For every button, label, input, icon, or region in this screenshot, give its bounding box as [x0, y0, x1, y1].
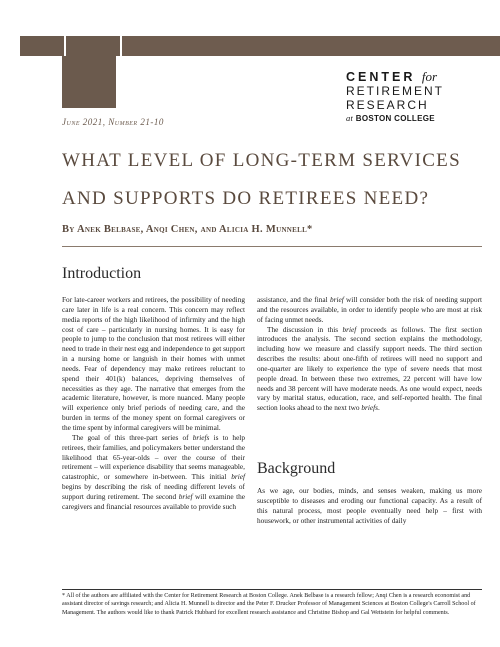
title-line-1: WHAT LEVEL OF LONG-TERM SERVICES	[62, 150, 461, 171]
brief-title	[62, 142, 482, 218]
header-decor-bar	[0, 36, 500, 56]
title-line-2: AND SUPPORTS DO RETIREES NEED?	[62, 188, 430, 209]
intro-paragraph-1: For late-career workers and retirees, the possibility of needing care later in life is a real concern. This concern may reflect media reports of the high likelihood of infirmity and the high cost of care – particularly in nursing homes. It is easy for people to jump to the conclusion that most retirees will either need to trade in their nest egg and independence to get support in a nursing home or languish in their homes with unmet needs. Fear of dependency may make retirees reluctant to spend their 401(k) balances, depriving themselves of necessities as they age. The narrative that emerges from the academic literature, however, is more nuanced. Many people will experience only brief periods of needing care, and the burden in terms of the money spent on formal caregivers or the time spent by informal caregivers will be minimal.	[62, 295, 245, 432]
background-paragraph-1: As we age, our bodies, minds, and senses weaken, making us more susceptible to diseases and eroding our functional capacity. As a result of this natural process, most people eventually need help – first with housework, or other instrumental activities of daily	[257, 486, 482, 525]
header-square	[62, 56, 116, 108]
left-column	[62, 295, 245, 512]
issue-dateline: June 2021, Number 21-10	[62, 117, 164, 127]
right-paragraph-2: The discussion in this brief proceeds as follows. The first section introduces the analysis. The second section explains the methodology, including how we measure and classify support needs. The third section describes the results: about one-fifth of retirees will need no support and one-quarter are likely to experience the type of severe needs that most people dread. In between these two extremes, 22 percent will have low needs and 38 percent will have moderate needs. As one would expect, needs vary by marital status, education, race, and self-reported health. The final section looks ahead to the next two briefs.	[257, 324, 482, 413]
header-block-1	[20, 36, 64, 56]
logo-for: for	[421, 69, 438, 84]
author-byline: By Anek Belbase, Anqi Chen, and Alicia H. Munnell*	[62, 224, 313, 235]
byline-rule	[62, 246, 482, 247]
crr-logo	[346, 70, 486, 125]
logo-college: BOSTON COLLEGE	[355, 114, 435, 123]
right-column-top	[257, 295, 482, 413]
background-column	[257, 486, 482, 525]
logo-research: RESEARCH	[346, 98, 429, 112]
footnote-rule	[62, 589, 482, 590]
header-block-2	[66, 36, 120, 56]
logo-at: at	[346, 113, 354, 123]
author-footnote: * All of the authors are affiliated with the Center for Retirement Research at Boston College. Anek Belbase is a research fellow; Anqi Chen is a research economist and assistant director of savings research; and Alicia H. Munnell is director and the Peter F. Drucker Professor of Management Sciences at Boston College's Carroll School of Management. The authors would like to thank Patrick Hubbard for excellent research assistance and Christine Bishop and Gal Wettstein for helpful comments.	[62, 593, 476, 616]
background-heading: Background	[257, 460, 336, 477]
logo-center: CENTER	[346, 70, 416, 84]
header-block-3	[122, 36, 500, 56]
introduction-heading: Introduction	[62, 265, 142, 282]
logo-retirement: RETIREMENT	[346, 84, 444, 98]
right-paragraph-1: assistance, and the final brief will consider both the risk of needing support and the resources available, in order to identify people who are most at risk of facing unmet needs.	[257, 295, 482, 324]
intro-paragraph-2: The goal of this three-part series of briefs is to help retirees, their families, and policymakers better understand the likelihood that 65-year-olds – over the course of their retirement – will experience disability that seems manageable, catastrophic, or somewhere in-between. This initial brief begins by describing the risk of needing different levels of support during retirement. The second brief will examine the caregivers and financial resources available to provide such	[62, 432, 245, 511]
